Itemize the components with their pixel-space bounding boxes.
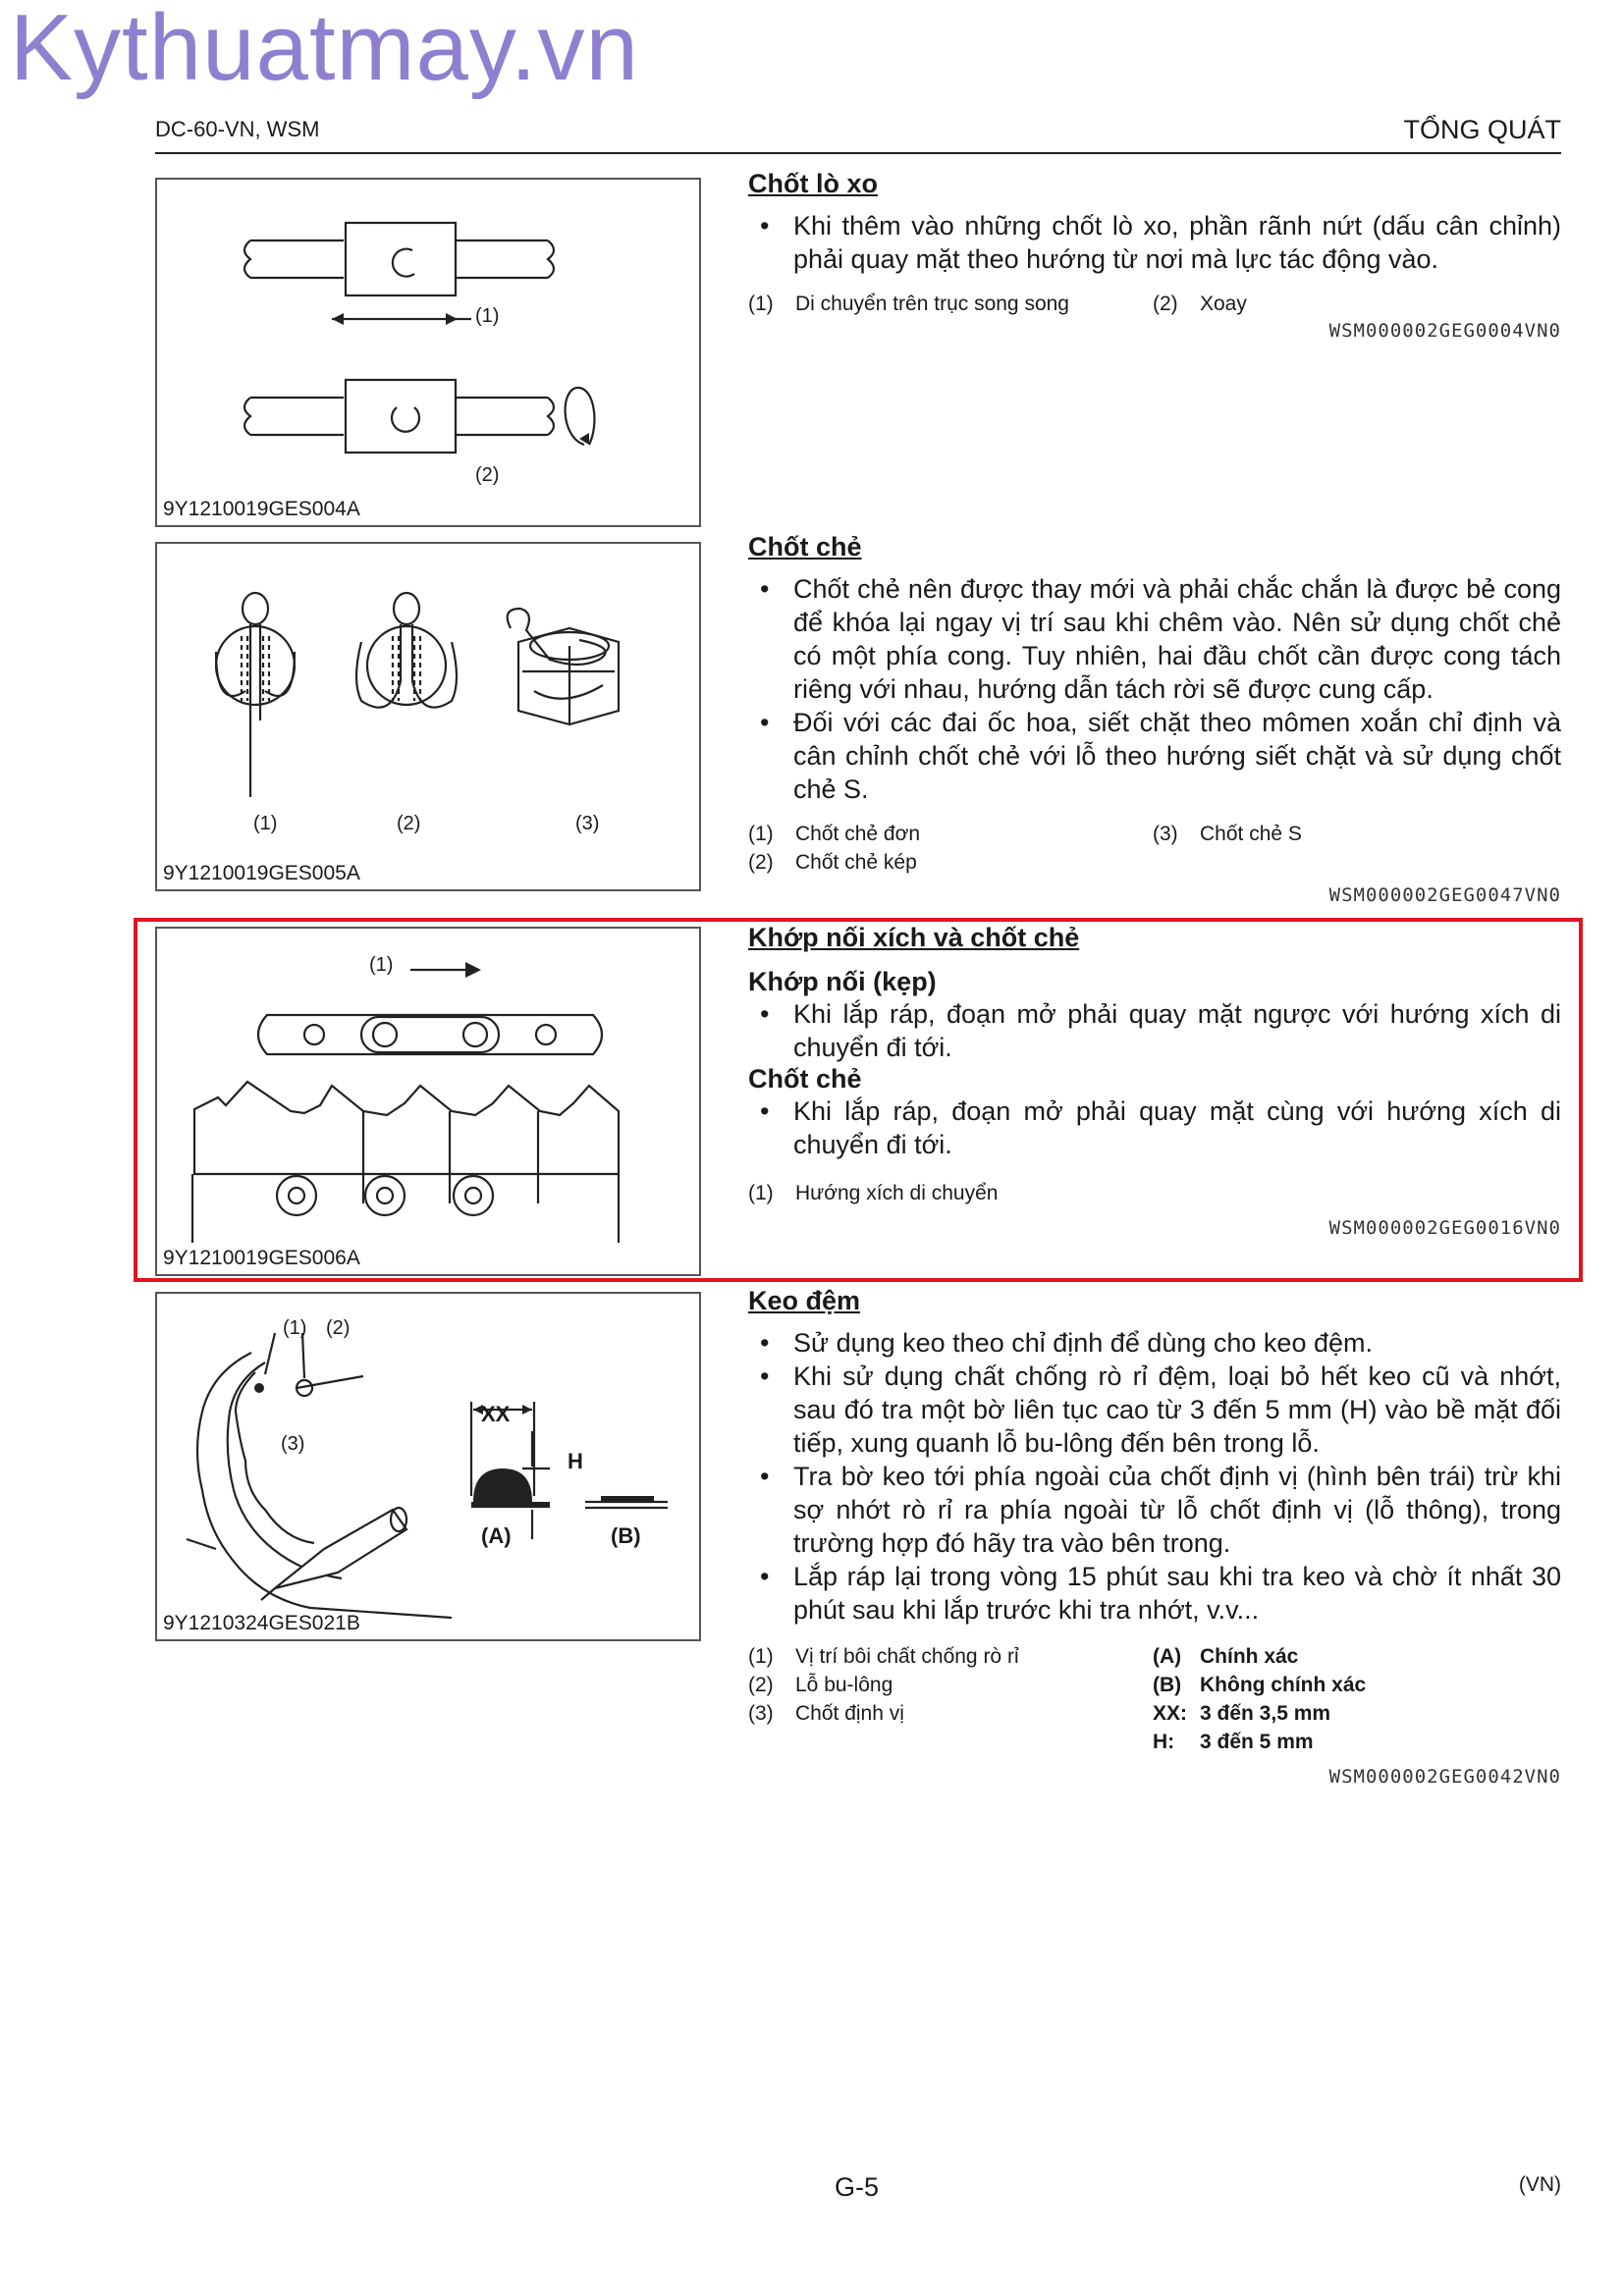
section-chain-joint bbox=[748, 923, 1561, 1239]
legend-item bbox=[748, 1728, 1153, 1756]
figure-label-b: (B) bbox=[611, 1523, 641, 1548]
figure-spring-pin bbox=[155, 178, 701, 527]
bullet-list bbox=[748, 209, 1561, 276]
figure-label-1: (1) bbox=[369, 954, 394, 976]
cotter-pin-drawing bbox=[157, 544, 699, 889]
bullet-list bbox=[748, 1326, 1561, 1627]
figure-code: 9Y1210019GES006A bbox=[163, 1247, 360, 1269]
legend-item bbox=[748, 1179, 1153, 1207]
legend-num: (2) bbox=[748, 851, 774, 874]
figure-label-3: (3) bbox=[281, 1433, 305, 1455]
legend-num: (1) bbox=[748, 1182, 774, 1204]
legend-num: (1) bbox=[748, 293, 774, 315]
figure-label-xx: XX bbox=[481, 1402, 511, 1426]
subsection-title: Khớp nối (kẹp) bbox=[748, 967, 937, 996]
legend-text: Chốt chẻ kép bbox=[795, 851, 917, 874]
figure-label-1: (1) bbox=[283, 1317, 307, 1339]
legend-text: Không chính xác bbox=[1200, 1674, 1367, 1696]
legend-item bbox=[1153, 1699, 1561, 1728]
legend-num: (B) bbox=[1153, 1674, 1182, 1696]
bullet-item: • Khi lắp ráp, đoạn mở phải quay mặt cùng với hướng xích di chuyển đi tới. bbox=[748, 1095, 1561, 1161]
section-cotter-pin bbox=[748, 532, 1561, 906]
section-sealant bbox=[748, 1286, 1561, 1788]
legend-num: (1) bbox=[748, 1645, 774, 1668]
header-rule bbox=[155, 152, 1561, 154]
figure-label-2: (2) bbox=[326, 1317, 351, 1339]
legend bbox=[748, 820, 1561, 877]
figure-cotter-pin bbox=[155, 542, 701, 891]
bullet-item: • Khi thêm vào những chốt lò xo, phần rãnh nứt (dấu cân chỉnh) phải quay mặt theo hướng từ nơi mà lực tác động vào. bbox=[748, 209, 1561, 276]
figure-label-h: H bbox=[568, 1449, 583, 1473]
figure-label-1: (1) bbox=[253, 813, 278, 834]
legend-text: Vị trí bôi chất chống rò rỉ bbox=[795, 1645, 1019, 1668]
legend-item bbox=[748, 848, 1153, 877]
legend-item bbox=[748, 1699, 1153, 1728]
section-spring-pin bbox=[748, 169, 1561, 342]
figure-code: 9Y1210324GES021B bbox=[163, 1612, 360, 1634]
legend-text: Chốt chẻ S bbox=[1200, 823, 1302, 845]
bullet-item: • Lắp ráp lại trong vòng 15 phút sau khi tra keo và chờ ít nhất 30 phút sau khi lắp trước khi tra nhớt, v.v... bbox=[748, 1560, 1561, 1627]
legend-item bbox=[748, 290, 1153, 318]
figure-label-2: (2) bbox=[397, 813, 421, 834]
bullet-item: • Sử dụng keo theo chỉ định để dùng cho keo đệm. bbox=[748, 1326, 1561, 1360]
bullet-list bbox=[748, 997, 1561, 1064]
legend-item bbox=[748, 820, 1153, 848]
page-number: G-5 bbox=[835, 2172, 880, 2202]
figure-code: 9Y1210019GES005A bbox=[163, 862, 360, 884]
legend bbox=[748, 1179, 1561, 1207]
bullet-list bbox=[748, 1095, 1561, 1161]
legend-num: XX: bbox=[1153, 1702, 1188, 1725]
legend-num: (A) bbox=[1153, 1645, 1182, 1668]
reference-code: WSM000002GEG0004VN0 bbox=[1328, 320, 1561, 342]
legend-num: (3) bbox=[1153, 823, 1178, 845]
section-title: Chốt lò xo bbox=[748, 169, 878, 198]
section-title: Keo đệm bbox=[748, 1286, 861, 1315]
legend-text: Chốt định vị bbox=[795, 1702, 904, 1725]
legend-item bbox=[1153, 1642, 1561, 1671]
legend-num: (2) bbox=[748, 1674, 774, 1696]
reference-code: WSM000002GEG0016VN0 bbox=[1328, 1217, 1561, 1239]
watermark: Kythuatmay.vn bbox=[10, 0, 639, 100]
reference-code: WSM000002GEG0047VN0 bbox=[1328, 884, 1561, 906]
bullet-list bbox=[748, 572, 1561, 806]
legend-num: H: bbox=[1153, 1731, 1175, 1753]
figure-label-1: (1) bbox=[475, 305, 500, 327]
legend-item bbox=[1153, 1671, 1561, 1699]
legend-text: Di chuyển trên trục song song bbox=[795, 293, 1069, 315]
legend-text: Hướng xích di chuyển bbox=[795, 1182, 999, 1204]
legend-text: Chính xác bbox=[1200, 1645, 1299, 1668]
legend-item bbox=[1153, 1728, 1561, 1756]
figure-label-a: (A) bbox=[481, 1523, 512, 1548]
legend-text: Chốt chẻ đơn bbox=[795, 823, 921, 845]
bullet-item: • Khi lắp ráp, đoạn mở phải quay mặt ngược với hướng xích di chuyển đi tới. bbox=[748, 997, 1561, 1064]
legend-num: (3) bbox=[748, 1702, 774, 1725]
bullet-item: • Tra bờ keo tới phía ngoài của chốt định vị (hình bên trái) trừ khi sợ nhớt rò rỉ ra phía ngoài từ lỗ chốt định vị (lỗ thông), trong trường hợp đó hãy tra vào bên trong. bbox=[748, 1460, 1561, 1560]
bullet-item: • Khi sử dụng chất chống rò rỉ đệm, loại bỏ hết keo cũ và nhớt, sau đó tra một bờ liên tục cao từ 3 đến 5 mm (H) vào bề mặt đối tiếp, xung quanh lỗ bu-lông đến bên trong lỗ. bbox=[748, 1360, 1561, 1460]
figure-label-2: (2) bbox=[475, 464, 500, 486]
figure-code: 9Y1210019GES004A bbox=[163, 498, 360, 520]
sealant-drawing bbox=[157, 1294, 699, 1639]
legend-num bbox=[748, 1728, 795, 1756]
bullet-item: • Chốt chẻ nên được thay mới và phải chắc chắn là được bẻ cong để khóa lại ngay vị trí sau khi chêm vào. Nên sử dụng chốt chẻ có một phía cong. Tuy nhiên, hai đầu chốt cần được cong tách riêng với nhau, hướng dẫn tách rời sẽ được cung cấp. bbox=[748, 572, 1561, 706]
legend-text: Lỗ bu-lông bbox=[795, 1674, 893, 1696]
legend-text: Xoay bbox=[1200, 293, 1247, 315]
bullet-item: • Đối với các đai ốc hoa, siết chặt theo mômen xoắn chỉ định và cân chỉnh chốt chẻ với lỗ theo hướng siết chặt và sử dụng chốt chẻ S. bbox=[748, 706, 1561, 806]
legend-item bbox=[748, 1671, 1153, 1699]
legend bbox=[748, 1642, 1561, 1756]
legend-item bbox=[1153, 290, 1561, 318]
legend-text: 3 đến 3,5 mm bbox=[1200, 1702, 1331, 1725]
section-title: Khớp nối xích và chốt chẻ bbox=[748, 923, 1080, 952]
section-title: Chốt chẻ bbox=[748, 532, 862, 561]
legend-num: (2) bbox=[1153, 293, 1178, 315]
legend-text: 3 đến 5 mm bbox=[1200, 1731, 1314, 1753]
reference-code: WSM000002GEG0042VN0 bbox=[1328, 1766, 1561, 1788]
spring-pin-drawing bbox=[157, 180, 699, 525]
legend bbox=[748, 290, 1561, 318]
header-section-title: TỔNG QUÁT bbox=[1403, 115, 1561, 144]
figure-label-3: (3) bbox=[575, 813, 600, 834]
header-doc-code: DC-60-VN, WSM bbox=[155, 117, 320, 141]
legend-num: (1) bbox=[748, 823, 774, 845]
legend-item bbox=[1153, 820, 1561, 848]
subsection-title: Chốt chẻ bbox=[748, 1064, 862, 1094]
legend-item bbox=[748, 1642, 1153, 1671]
footer-language: (VN) bbox=[1518, 2173, 1561, 2196]
figure-sealant bbox=[155, 1292, 701, 1641]
